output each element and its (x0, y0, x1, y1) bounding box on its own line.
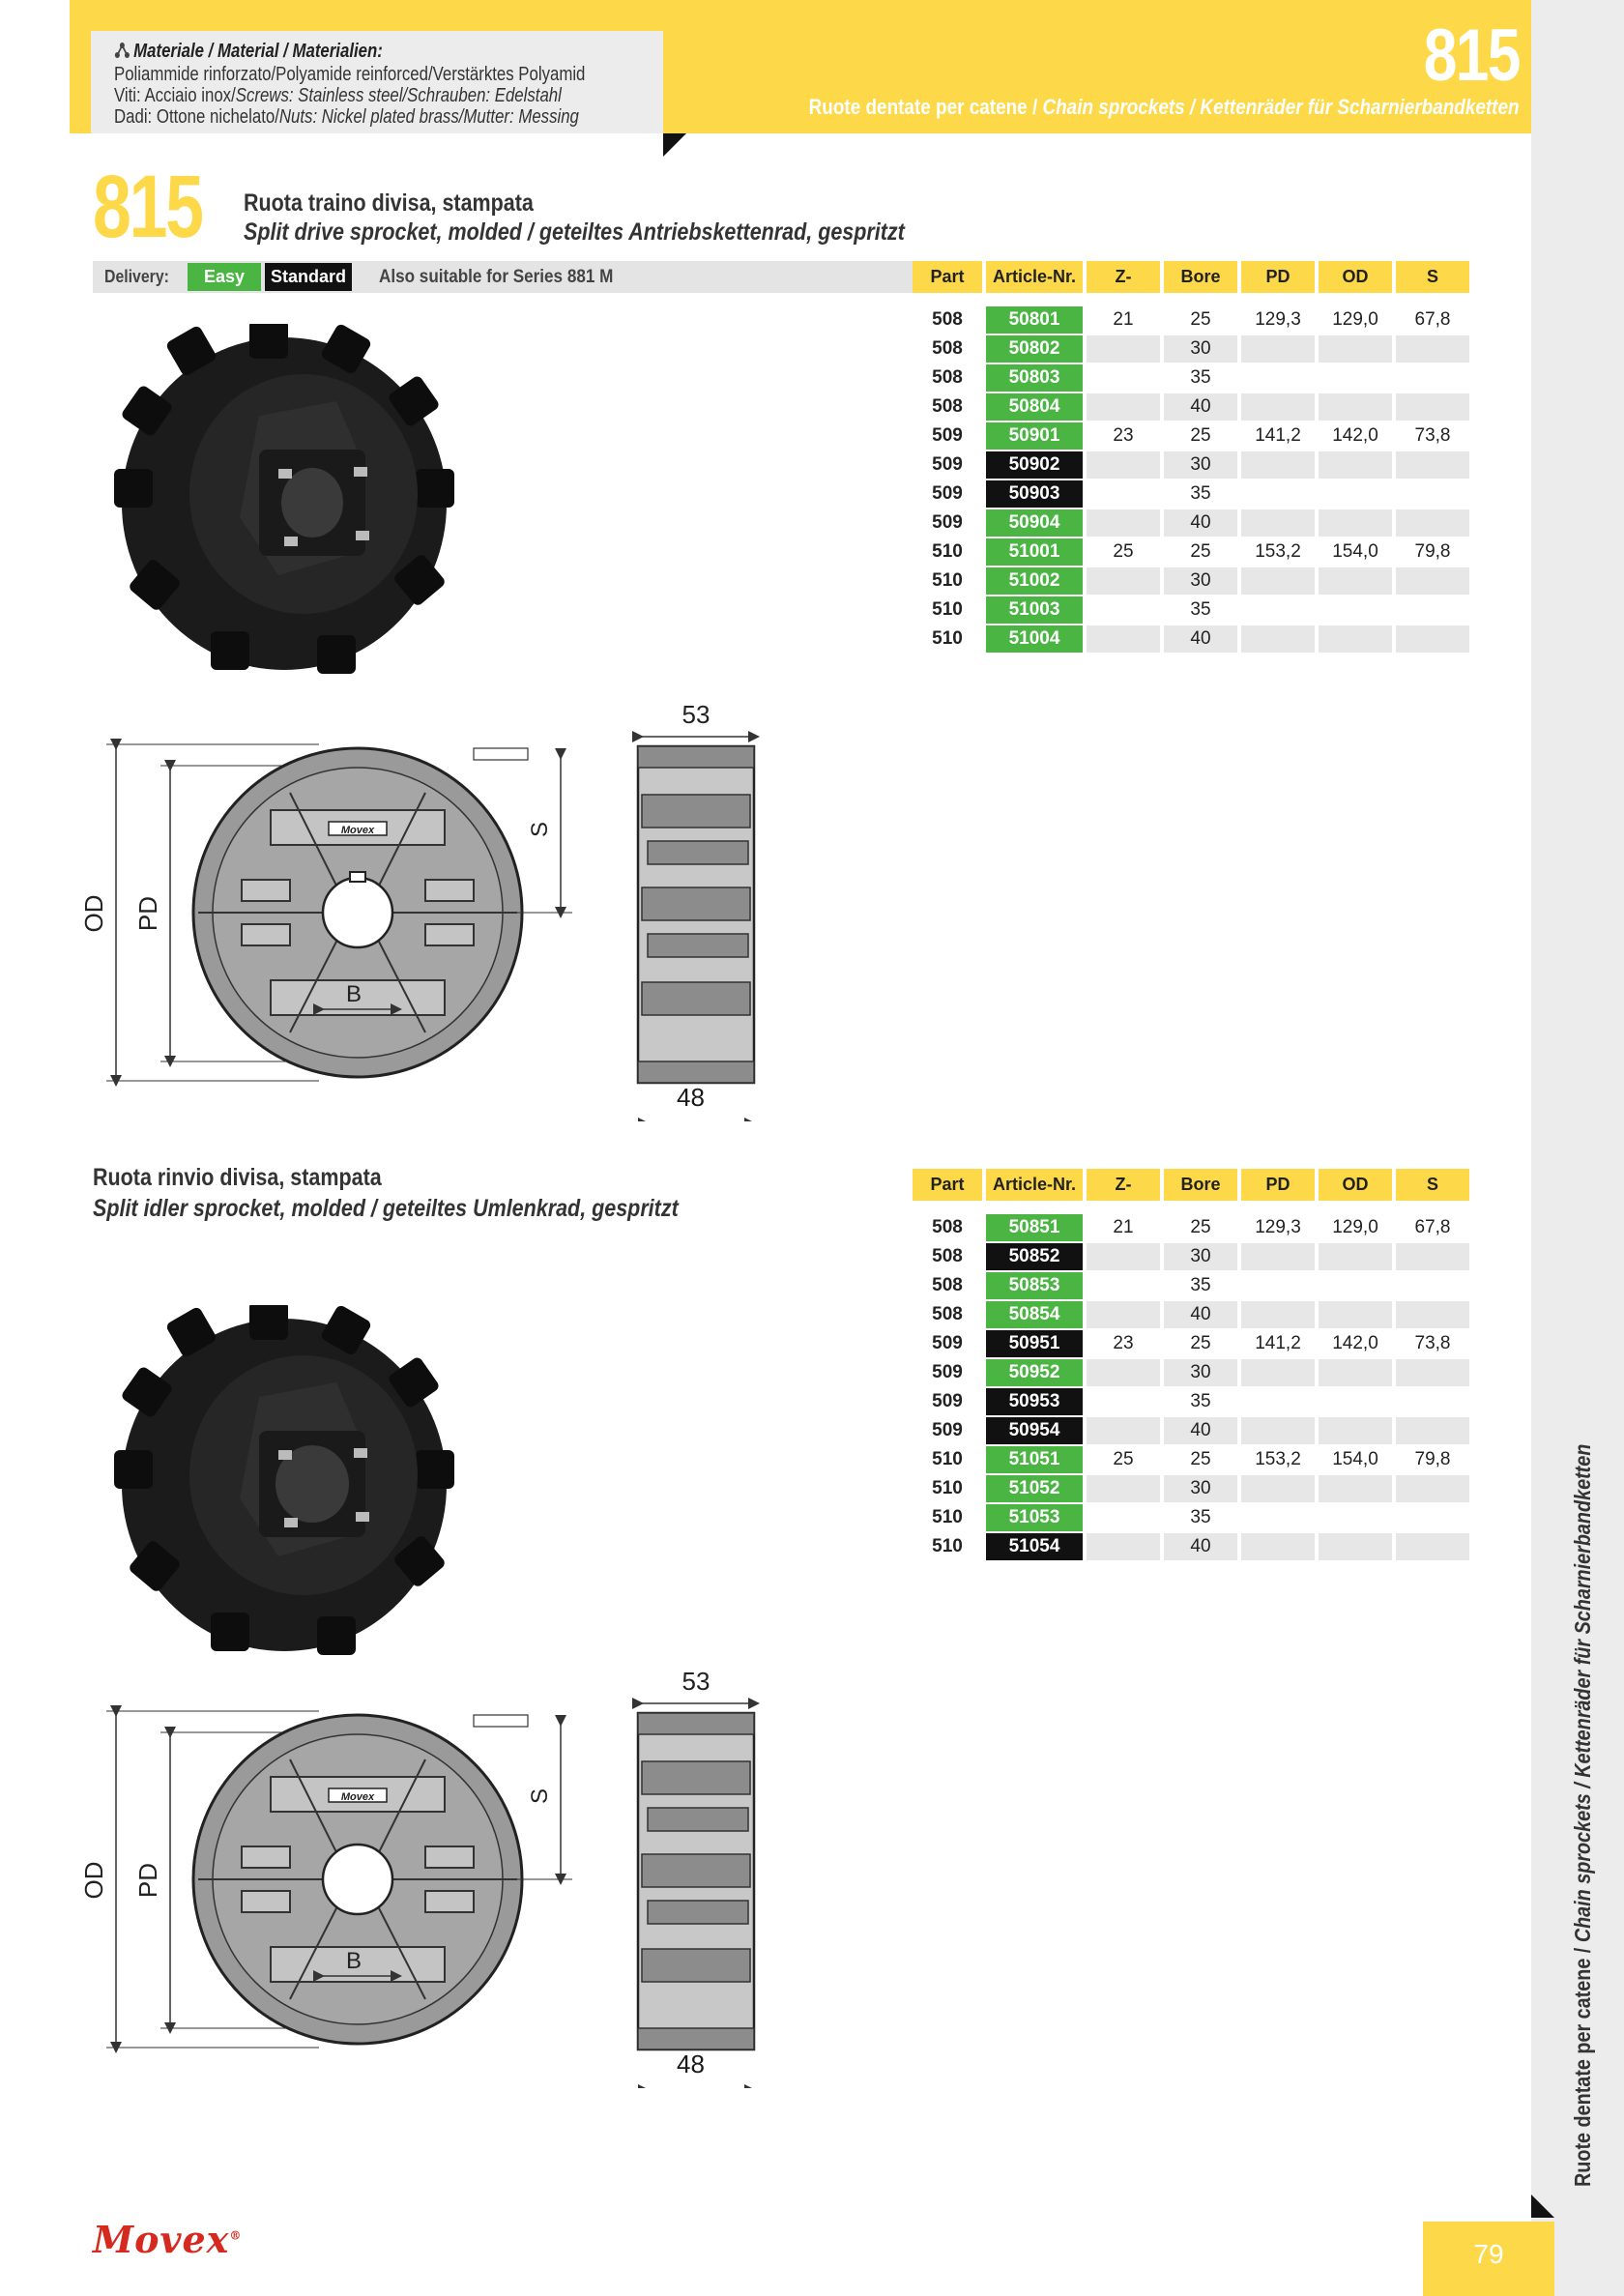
table-row (913, 480, 1469, 508)
hub-brand-label: Movex (340, 825, 375, 836)
cell-s (1396, 625, 1469, 653)
column-header-bore: Bore (1164, 261, 1237, 293)
cell-od (1319, 1359, 1392, 1386)
table-row (913, 538, 1469, 566)
cell-art: 51053 (986, 1504, 1083, 1531)
side-caption-italic: Chain sprockets / Kettenräder für Scharnierbandketten (1570, 1443, 1595, 1943)
delivery-standard-badge: Standard (265, 263, 352, 291)
cell-pd: 129,3 (1255, 1217, 1301, 1237)
materials-corner-triangle (663, 133, 686, 157)
cell-s (1396, 1504, 1469, 1531)
b-dim-label: B (345, 1948, 362, 1974)
cell-part: 509 (932, 1362, 963, 1382)
cell-part: 510 (932, 1536, 963, 1556)
cell-art: 50854 (986, 1301, 1083, 1328)
cell-bore: 25 (1190, 425, 1211, 446)
cell-s (1396, 393, 1469, 421)
idler-sprocket-drawing (77, 1663, 773, 2088)
materials-line-1-a: Poliammide rinforzato/Polyamide reinforced/Verstärktes Polyamid (114, 64, 586, 85)
cell-part: 510 (932, 1507, 963, 1527)
table-row (913, 1504, 1469, 1531)
cell-pd (1241, 1272, 1315, 1299)
cell-z: 23 (1113, 1333, 1134, 1353)
cell-bore: 35 (1190, 483, 1211, 504)
cell-od (1319, 1388, 1392, 1415)
cell-bore: 40 (1164, 625, 1237, 653)
cell-pd: 129,3 (1255, 309, 1301, 330)
cell-s (1396, 596, 1469, 624)
cell-s (1396, 364, 1469, 392)
cell-pd: 153,2 (1255, 1449, 1301, 1469)
cell-s: 73,8 (1414, 425, 1451, 446)
materials-line-2-b: Screws: Stainless steel/Schrauben: Edelstahl (235, 85, 562, 106)
table-row (913, 625, 1469, 653)
cell-bore: 25 (1190, 309, 1211, 330)
cell-od (1319, 1243, 1392, 1270)
table-header (913, 1169, 1469, 1201)
cell-bore: 35 (1190, 367, 1211, 388)
table-row (913, 567, 1469, 595)
cell-od (1319, 509, 1392, 537)
cell-s (1396, 1417, 1469, 1444)
width-top-label: 53 (682, 700, 710, 729)
cell-z (1087, 1243, 1160, 1270)
cell-art: 50951 (986, 1330, 1083, 1357)
cell-pd (1241, 480, 1315, 508)
cell-part: 510 (932, 628, 963, 649)
materials-line-3 (114, 106, 579, 129)
cell-part: 508 (932, 1217, 963, 1237)
cell-pd (1241, 364, 1315, 392)
cell-art: 51054 (986, 1533, 1083, 1560)
cell-part: 509 (932, 1420, 963, 1440)
cell-z (1087, 1272, 1160, 1299)
cell-z (1087, 509, 1160, 537)
cell-z (1087, 1301, 1160, 1328)
cell-z (1087, 567, 1160, 595)
cell-bore: 30 (1164, 1475, 1237, 1502)
cell-art: 50851 (986, 1214, 1083, 1241)
width-top-label: 53 (682, 1667, 710, 1696)
cell-bore: 30 (1164, 1359, 1237, 1386)
page-number-box (1423, 2222, 1554, 2296)
side-corner-triangle (1531, 2194, 1554, 2218)
cell-z (1087, 596, 1160, 624)
cell-pd (1241, 625, 1315, 653)
cell-bore: 35 (1190, 1391, 1211, 1411)
cell-pd (1241, 1301, 1315, 1328)
cell-art: 50852 (986, 1243, 1083, 1270)
column-header-pd: PD (1241, 261, 1315, 293)
cell-z (1087, 393, 1160, 421)
delivery-bar (93, 261, 913, 293)
cell-art: 50853 (986, 1272, 1083, 1299)
cell-part: 509 (932, 454, 963, 475)
wheel-side-view (638, 1713, 754, 2049)
cell-bore: 35 (1190, 1507, 1211, 1527)
cell-part: 508 (932, 1246, 963, 1266)
cell-s (1396, 480, 1469, 508)
cell-pd (1241, 509, 1315, 537)
cell-z (1087, 1417, 1160, 1444)
cell-s (1396, 1301, 1469, 1328)
cell-pd (1241, 1533, 1315, 1560)
cell-z (1087, 364, 1160, 392)
cell-part: 508 (932, 367, 963, 388)
cell-pd: 141,2 (1255, 1333, 1301, 1353)
column-header-art: Article-Nr. (986, 261, 1083, 293)
od-dim-label: OD (79, 894, 108, 933)
cell-s (1396, 1388, 1469, 1415)
cell-z: 21 (1113, 309, 1134, 330)
table-row (913, 451, 1469, 479)
table-row (913, 1359, 1469, 1386)
movex-logo (93, 2218, 242, 2261)
cell-z (1087, 1388, 1160, 1415)
table-row (913, 335, 1469, 363)
column-header-pd: PD (1241, 1169, 1315, 1201)
table-row (913, 1475, 1469, 1502)
cell-od: 154,0 (1332, 1449, 1378, 1469)
drive-sprocket-photo (114, 324, 454, 678)
cell-s (1396, 335, 1469, 363)
cell-art: 50954 (986, 1417, 1083, 1444)
cell-pd (1241, 1504, 1315, 1531)
cell-z (1087, 451, 1160, 479)
column-header-bore: Bore (1164, 1169, 1237, 1201)
header-series-number: 815 (1423, 15, 1520, 97)
column-header-z: Z- (1087, 261, 1160, 293)
cell-part: 508 (932, 309, 963, 330)
cell-bore: 40 (1164, 1301, 1237, 1328)
cell-bore: 40 (1164, 509, 1237, 537)
table-row (913, 1272, 1469, 1299)
header-subtitle (809, 95, 1520, 120)
cell-part: 508 (932, 396, 963, 417)
table-row (913, 1301, 1469, 1328)
cell-s: 73,8 (1414, 1333, 1451, 1353)
cell-bore: 40 (1164, 1417, 1237, 1444)
cell-s: 67,8 (1414, 1217, 1451, 1237)
cell-part: 509 (932, 425, 963, 446)
cell-art: 50801 (986, 306, 1083, 334)
column-header-part: Part (913, 1169, 982, 1201)
cell-part: 509 (932, 512, 963, 533)
cell-art: 50804 (986, 393, 1083, 421)
cell-s (1396, 567, 1469, 595)
cell-part: 510 (932, 541, 963, 562)
cell-pd (1241, 1417, 1315, 1444)
s-dim-label: S (527, 1787, 553, 1805)
cell-part: 508 (932, 1304, 963, 1324)
table-row (913, 1330, 1469, 1357)
cell-od (1319, 1475, 1392, 1502)
cell-z (1087, 625, 1160, 653)
sprocket-body (114, 324, 454, 674)
table-row (913, 509, 1469, 537)
cell-bore: 30 (1164, 1243, 1237, 1270)
drive-sprocket-drawing (77, 696, 773, 1121)
cell-pd (1241, 1243, 1315, 1270)
hub-brand-label: Movex (340, 1791, 375, 1803)
cell-part: 510 (932, 1478, 963, 1498)
wheel-front-view (193, 1715, 522, 2044)
cell-part: 510 (932, 599, 963, 620)
cell-od (1319, 393, 1392, 421)
cell-art: 50953 (986, 1388, 1083, 1415)
cell-od: 129,0 (1332, 309, 1378, 330)
cell-od (1319, 1301, 1392, 1328)
table-row (913, 1446, 1469, 1473)
materials-line-1 (114, 64, 585, 86)
width-bottom-label-2: 48 (677, 2049, 705, 2078)
materials-line-3-a: Dadi: Ottone nichelato/ (114, 106, 279, 128)
section1-title: Ruota traino divisa, stampata (244, 189, 534, 217)
cell-z: 25 (1113, 1449, 1134, 1469)
cell-bore: 25 (1190, 1449, 1211, 1469)
cell-s (1396, 1243, 1469, 1270)
cell-s: 79,8 (1414, 541, 1451, 562)
column-header-s: S (1396, 261, 1469, 293)
cell-art: 50802 (986, 335, 1083, 363)
cell-part: 509 (932, 1333, 963, 1353)
cell-pd (1241, 596, 1315, 624)
cell-z: 25 (1113, 541, 1134, 562)
cell-od (1319, 1272, 1392, 1299)
column-header-z: Z- (1087, 1169, 1160, 1201)
pd-dim-label: PD (133, 895, 162, 932)
header-subtitle-italic: Chain sprockets / Kettenräder für Scharnierbandketten (1042, 95, 1520, 119)
cell-od (1319, 567, 1392, 595)
pd-dim-label: PD (133, 1862, 162, 1899)
cell-od (1319, 1417, 1392, 1444)
cell-s (1396, 451, 1469, 479)
table-row (913, 1214, 1469, 1241)
cell-bore: 25 (1190, 541, 1211, 562)
cell-bore: 35 (1190, 599, 1211, 620)
table-row (913, 306, 1469, 334)
cell-od (1319, 1504, 1392, 1531)
cell-part: 508 (932, 1275, 963, 1295)
header-subtitle-plain: Ruote dentate per catene / (809, 95, 1043, 119)
cell-art: 50904 (986, 509, 1083, 537)
cell-od: 129,0 (1332, 1217, 1378, 1237)
table-row (913, 1388, 1469, 1415)
materials-title (114, 41, 383, 63)
cell-z (1087, 1359, 1160, 1386)
cell-art: 51003 (986, 596, 1083, 624)
cell-od: 154,0 (1332, 541, 1378, 562)
cell-art: 50952 (986, 1359, 1083, 1386)
cell-od (1319, 596, 1392, 624)
b-dim-label: B (345, 981, 362, 1007)
cell-z: 21 (1113, 1217, 1134, 1237)
table-header (913, 261, 1469, 293)
delivery-label: Delivery: (104, 267, 169, 286)
cell-od (1319, 625, 1392, 653)
materials-title-text: Materiale / Material / Materialien: (133, 41, 383, 62)
column-header-od: OD (1319, 1169, 1392, 1201)
cell-s (1396, 1359, 1469, 1386)
table-row (913, 422, 1469, 450)
cell-part: 508 (932, 338, 963, 359)
cell-pd (1241, 335, 1315, 363)
table-row (913, 1533, 1469, 1560)
table-row (913, 364, 1469, 392)
cell-pd (1241, 1475, 1315, 1502)
cell-z: 23 (1113, 425, 1134, 446)
cell-bore: 35 (1190, 1275, 1211, 1295)
cell-s (1396, 1272, 1469, 1299)
cell-od: 142,0 (1332, 1333, 1378, 1353)
cell-part: 510 (932, 570, 963, 591)
width-bottom-label-1: 48 (677, 1083, 705, 1112)
column-header-part: Part (913, 261, 982, 293)
cell-z (1087, 335, 1160, 363)
materials-box (91, 31, 663, 133)
cell-pd: 141,2 (1255, 425, 1301, 446)
cell-pd (1241, 567, 1315, 595)
side-caption (1570, 1444, 1596, 2187)
cell-art: 51002 (986, 567, 1083, 595)
cell-pd (1241, 1388, 1315, 1415)
cell-s: 67,8 (1414, 309, 1451, 330)
cell-bore: 40 (1164, 1533, 1237, 1560)
cell-od (1319, 480, 1392, 508)
cell-od (1319, 335, 1392, 363)
od-dim-label: OD (79, 1861, 108, 1900)
cell-bore: 25 (1190, 1333, 1211, 1353)
cell-z (1087, 1475, 1160, 1502)
section2-subtitle: Split idler sprocket, molded / geteiltes Umlenkrad, gespritzt (93, 1195, 679, 1222)
cell-part: 509 (932, 1391, 963, 1411)
cell-art: 50901 (986, 422, 1083, 450)
cell-bore: 30 (1164, 567, 1237, 595)
cell-bore: 25 (1190, 1217, 1211, 1237)
cell-pd (1241, 1359, 1315, 1386)
cell-pd (1241, 451, 1315, 479)
column-header-od: OD (1319, 261, 1392, 293)
s-dim-label: S (527, 821, 553, 838)
cell-art: 51051 (986, 1446, 1083, 1473)
cell-s (1396, 1475, 1469, 1502)
table-row (913, 1417, 1469, 1444)
section1-subtitle: Split drive sprocket, molded / geteiltes Antriebskettenrad, gespritzt (244, 218, 905, 246)
cell-z (1087, 1504, 1160, 1531)
delivery-easy-badge: Easy (188, 263, 261, 291)
cell-od (1319, 451, 1392, 479)
side-caption-plain: Ruote dentate per catene / (1570, 1942, 1595, 2187)
cell-art: 50902 (986, 451, 1083, 479)
cell-od (1319, 364, 1392, 392)
table-row (913, 596, 1469, 624)
materials-line-2-a: Viti: Acciaio inox/ (114, 85, 236, 106)
cell-art: 51001 (986, 538, 1083, 566)
cell-art: 51004 (986, 625, 1083, 653)
cell-part: 510 (932, 1449, 963, 1469)
table-row (913, 1243, 1469, 1270)
sprocket-body (114, 1305, 454, 1655)
cell-bore: 40 (1164, 393, 1237, 421)
cell-s: 79,8 (1414, 1449, 1451, 1469)
column-header-s: S (1396, 1169, 1469, 1201)
cell-od: 142,0 (1332, 425, 1378, 446)
idler-sprocket-photo (114, 1305, 454, 1659)
section2-title: Ruota rinvio divisa, stampata (93, 1164, 382, 1191)
section-series-number: 815 (93, 158, 202, 256)
cell-art: 51052 (986, 1475, 1083, 1502)
cell-pd: 153,2 (1255, 541, 1301, 562)
cell-art: 50903 (986, 480, 1083, 508)
materials-line-3-b: Nuts: Nickel plated brass/Mutter: Messing (278, 106, 579, 128)
wheel-side-view (638, 746, 754, 1083)
movex-logo-mark: ® (229, 2228, 243, 2243)
column-header-art: Article-Nr. (986, 1169, 1083, 1201)
cell-bore: 30 (1164, 335, 1237, 363)
cell-part: 509 (932, 483, 963, 504)
cell-art: 50803 (986, 364, 1083, 392)
page-number: 79 (1473, 2239, 1504, 2269)
molecule-icon (114, 42, 130, 59)
cell-s (1396, 1533, 1469, 1560)
wheel-front-view (193, 748, 522, 1077)
also-suitable-note: Also suitable for Series 881 M (379, 267, 614, 287)
cell-z (1087, 480, 1160, 508)
cell-pd (1241, 393, 1315, 421)
cell-od (1319, 1533, 1392, 1560)
table-row (913, 393, 1469, 421)
cell-bore: 30 (1164, 451, 1237, 479)
cell-z (1087, 1533, 1160, 1560)
movex-logo-text: Movex (93, 2218, 230, 2261)
materials-line-2 (114, 85, 562, 107)
cell-s (1396, 509, 1469, 537)
